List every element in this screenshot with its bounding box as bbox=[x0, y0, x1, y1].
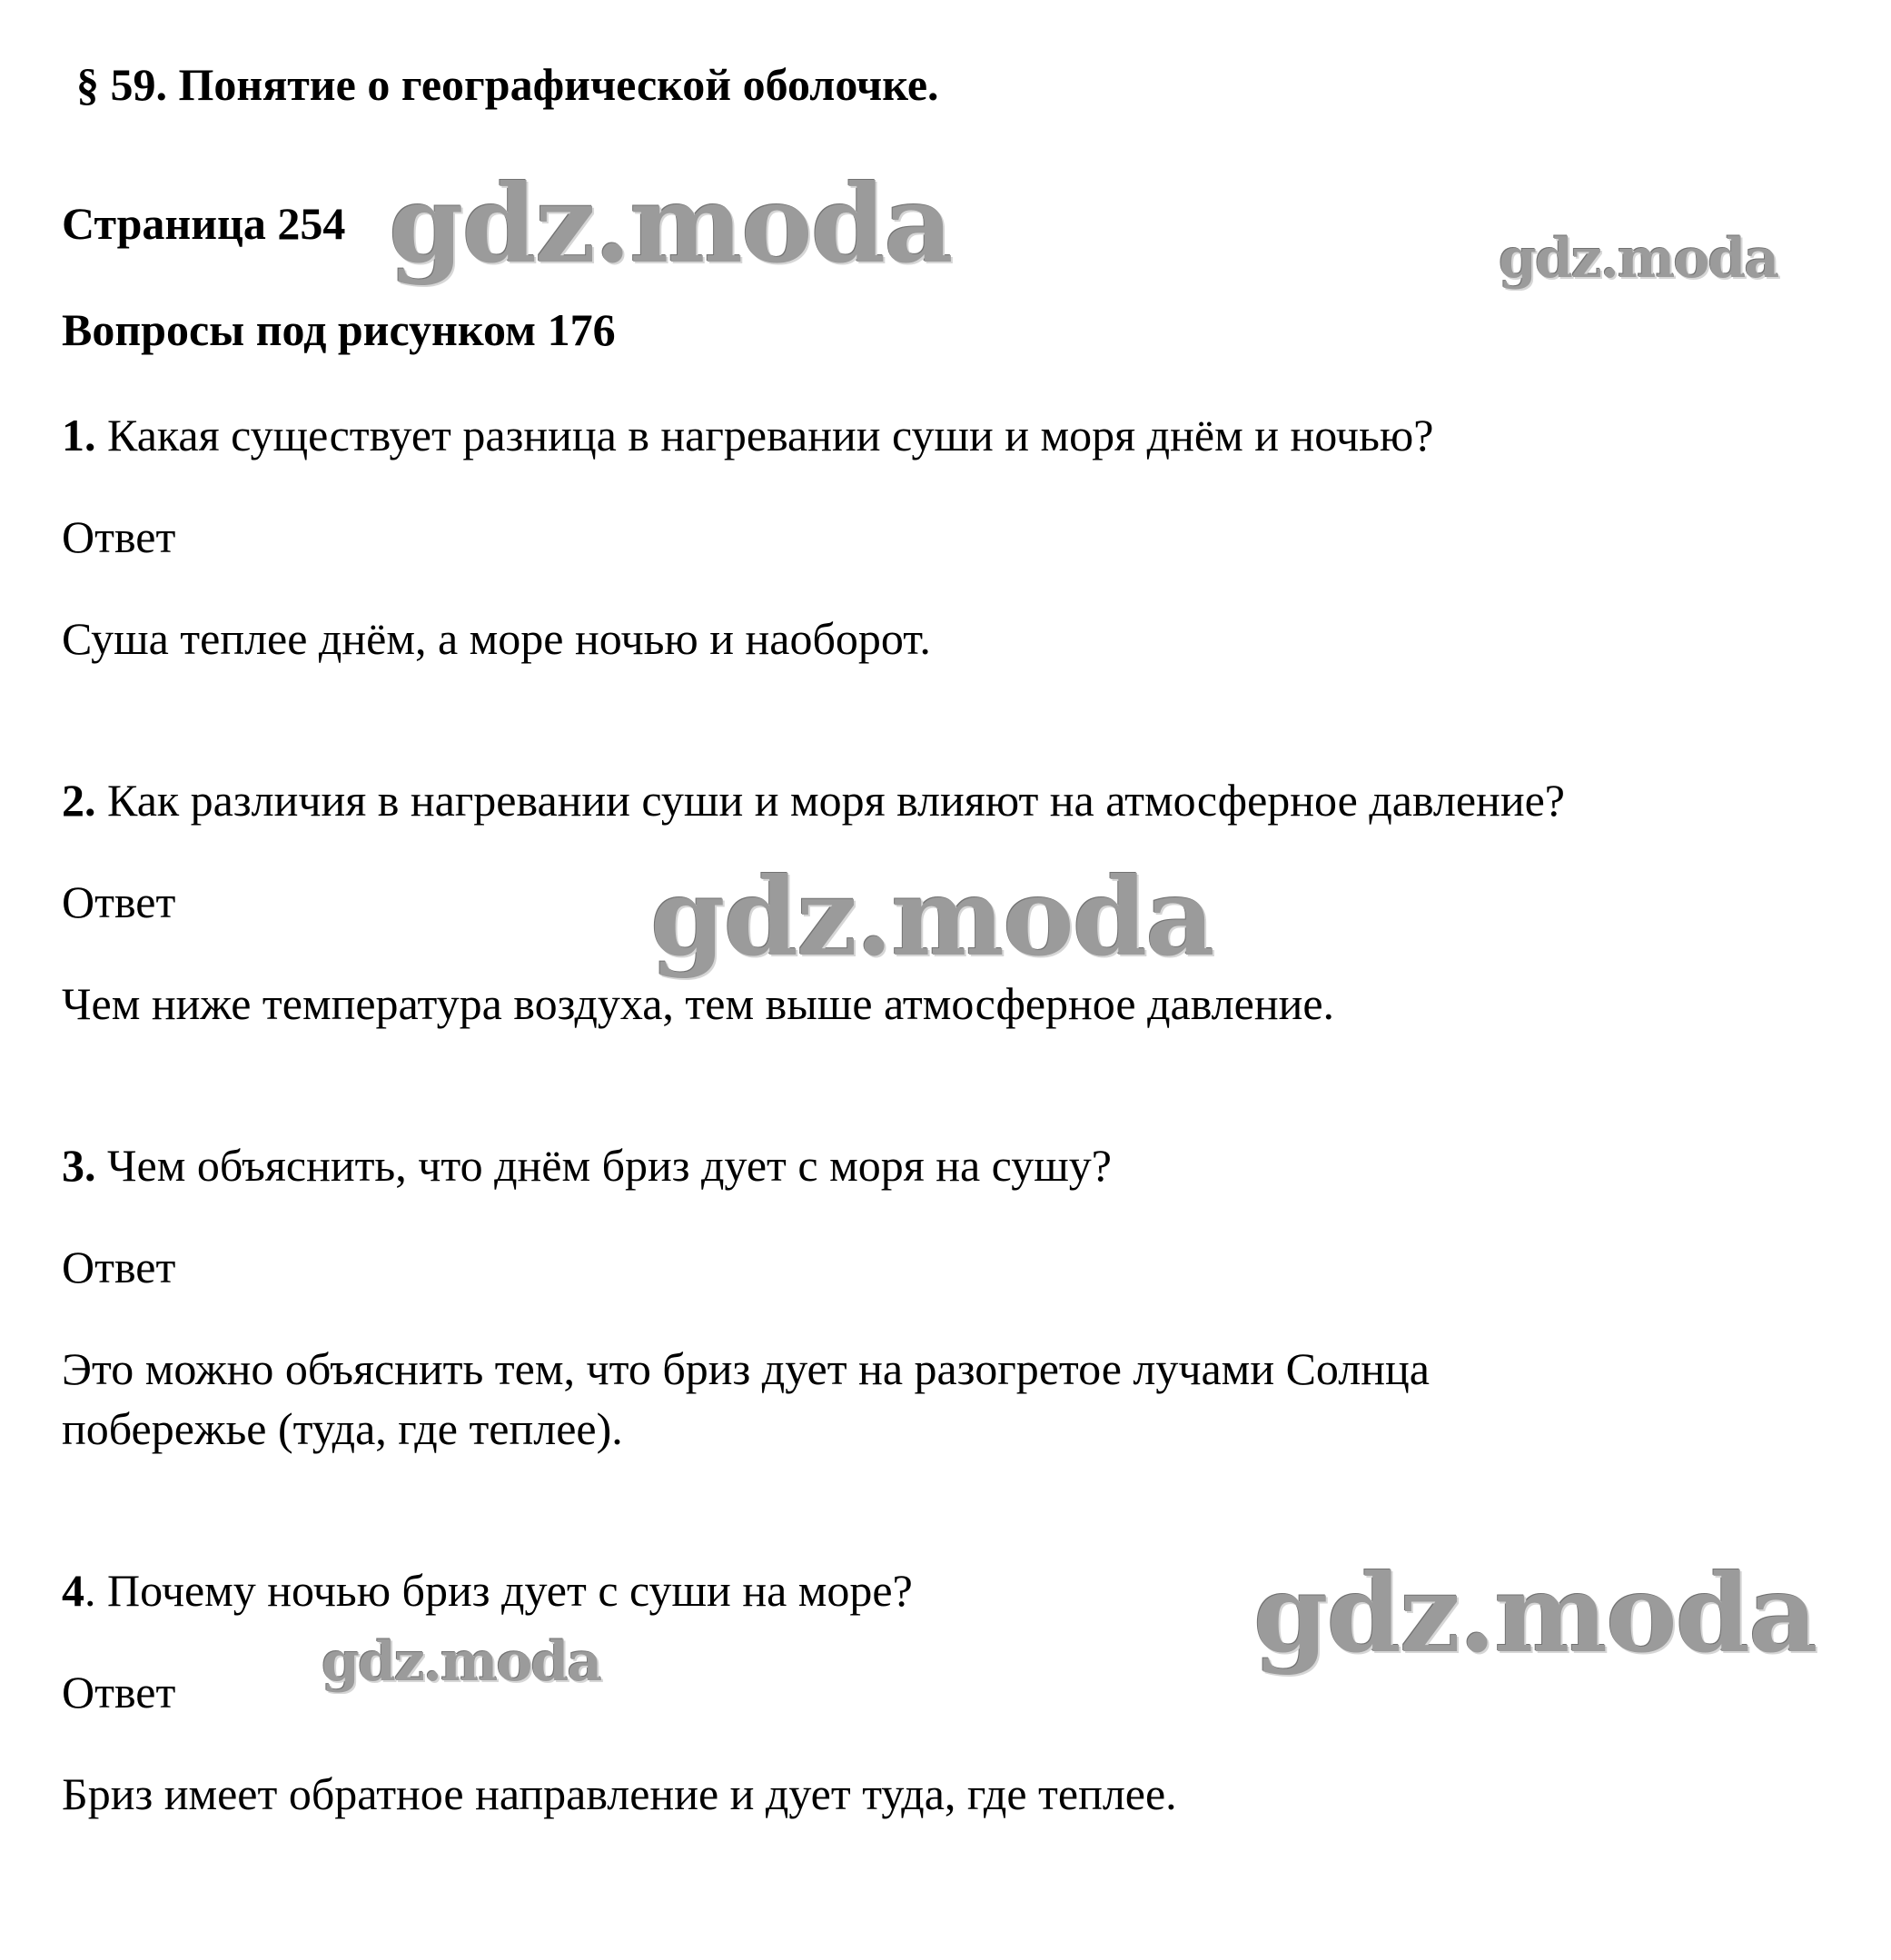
answer-2: Чем ниже температура воздуха, тем выше атмосферное давление. bbox=[62, 978, 1335, 1029]
subheading: Вопросы под рисунком 176 bbox=[62, 304, 616, 355]
watermark-logo: gdz.moda bbox=[322, 1630, 601, 1694]
answer-3-line-2: побережье (туда, где теплее). bbox=[62, 1403, 623, 1454]
answer-4: Бриз имеет обратное направление и дует туда, где теплее. bbox=[62, 1768, 1177, 1819]
question-number: 1. bbox=[62, 410, 96, 460]
question-number: 2. bbox=[62, 775, 96, 826]
question-1 bbox=[62, 405, 1433, 465]
watermark-logo: gdz.moda bbox=[1499, 227, 1778, 291]
answer-1: Суша теплее днём, а море ночью и наоборот. bbox=[62, 613, 931, 664]
answer-label: Ответ bbox=[62, 1667, 176, 1717]
question-4 bbox=[62, 1560, 913, 1620]
question-3 bbox=[62, 1135, 1112, 1195]
question-text: Как различия в нагревании суши и моря влияют на атмосферное давление? bbox=[95, 775, 1565, 826]
page-label: Страница 254 bbox=[62, 198, 346, 249]
watermark-logo: gdz.moda bbox=[650, 854, 1213, 980]
watermark-logo: gdz.moda bbox=[389, 161, 952, 287]
question-number: 4 bbox=[62, 1565, 84, 1616]
watermark-logo: gdz.moda bbox=[1253, 1550, 1817, 1677]
section-title: § 59. Понятие о географической оболочке. bbox=[76, 59, 939, 110]
question-text: Какая существует разница в нагревании суши и моря днём и ночью? bbox=[95, 410, 1434, 460]
question-text: Чем объяснить, что днём бриз дует с моря на сушу? bbox=[95, 1140, 1112, 1191]
question-text: . Почему ночью бриз дует с суши на море? bbox=[84, 1565, 913, 1616]
answer-3-line-1: Это можно объяснить тем, что бриз дует на разогретое лучами Солнца bbox=[62, 1343, 1430, 1394]
question-2 bbox=[62, 770, 1565, 830]
answer-label: Ответ bbox=[62, 511, 176, 562]
question-number: 3. bbox=[62, 1140, 96, 1191]
answer-label: Ответ bbox=[62, 876, 176, 927]
answer-label: Ответ bbox=[62, 1242, 176, 1292]
